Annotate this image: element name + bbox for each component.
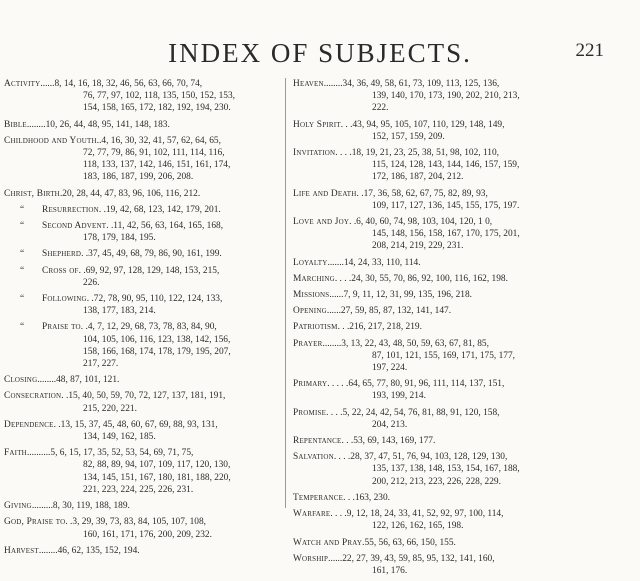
- entry-page-numbers: 18, 19, 21, 23, 25, 38, 51, 98, 102, 110,: [351, 148, 499, 159]
- index-entry: [293, 273, 633, 285]
- entry-page-numbers: 193, 199, 214.: [372, 391, 426, 402]
- entry-heading: Primary: [293, 379, 328, 390]
- entry-page-numbers: 135, 137, 138, 148, 153, 154, 167, 188,: [372, 464, 520, 475]
- entry-page-numbers: 178, 179, 184, 195.: [83, 233, 156, 244]
- entry-heading: Consecration: [4, 391, 62, 402]
- entry-page-numbers: 87, 101, 121, 155, 169, 171, 175, 177,: [372, 350, 515, 361]
- column-divider: [285, 78, 286, 508]
- right-column: [293, 78, 633, 581]
- entry-leader: . .: [78, 265, 86, 276]
- entry-page-numbers: 72, 78, 90, 95, 110, 122, 124, 133,: [93, 294, 223, 305]
- index-entry: [293, 338, 633, 375]
- entry-page-numbers: 109, 117, 127, 136, 145, 155, 175, 197.: [372, 200, 520, 211]
- entry-heading: Watch and Pray: [293, 537, 363, 548]
- entry-page-numbers: 8, 14, 16, 18, 32, 46, 56, 63, 66, 70, 74,: [54, 79, 203, 89]
- entry-page-numbers: 134, 145, 151, 167, 180, 181, 188, 220,: [83, 472, 231, 483]
- page-title: INDEX OF SUBJECTS.: [168, 38, 472, 68]
- entry-page-numbers: 53, 69, 143, 169, 177.: [353, 436, 436, 447]
- entry-heading: Invitation: [293, 148, 336, 159]
- ditto-mark: “: [20, 265, 25, 276]
- entry-page-numbers: 76, 77, 97, 102, 118, 135, 150, 152, 153,: [83, 91, 235, 102]
- entry-leader: ........: [323, 79, 343, 89]
- entry-page-numbers: 22, 27, 39, 43, 59, 85, 95, 132, 141, 160,: [342, 553, 495, 564]
- entry-leader: ..: [96, 135, 102, 146]
- index-entry: [293, 216, 633, 253]
- index-entry: [4, 447, 279, 496]
- index-entry: [293, 407, 633, 431]
- entry-page-numbers: 4, 7, 12, 29, 68, 73, 78, 83, 84, 90,: [87, 322, 217, 333]
- ditto-mark: “: [20, 221, 25, 232]
- entry-page-numbers: 221, 223, 224, 225, 226, 231.: [83, 484, 194, 495]
- entry-leader: . .: [106, 221, 114, 232]
- index-entry: [4, 265, 279, 289]
- entry-heading: Giving: [4, 501, 32, 512]
- entry-heading: Warfare: [293, 509, 331, 520]
- index-entry: [4, 390, 279, 414]
- entry-leader: . . . .: [330, 509, 347, 520]
- entry-page-numbers: 183, 186, 187, 199, 206, 208.: [83, 172, 194, 183]
- entry-heading: Loyalty: [293, 257, 328, 268]
- index-entry: [293, 257, 633, 269]
- entry-heading: Holy Spirit: [293, 119, 341, 130]
- index-entry: [4, 516, 279, 540]
- index-entry: [293, 378, 633, 402]
- entry-heading: Cross of: [42, 265, 79, 276]
- ditto-mark: “: [20, 322, 25, 333]
- entry-heading: Repentance: [293, 436, 342, 447]
- entry-heading: Promise: [293, 407, 327, 418]
- entry-leader: . . . . .: [327, 379, 349, 390]
- entry-heading: Following: [42, 294, 87, 305]
- entry-leader: . .: [349, 217, 357, 228]
- index-entry: [4, 500, 279, 512]
- entry-page-numbers: 222.: [372, 103, 389, 114]
- left-column: [4, 78, 279, 561]
- entry-leader: . . .: [340, 119, 353, 130]
- entry-leader: .: [59, 188, 63, 199]
- index-entry: [293, 147, 633, 184]
- entry-page-numbers: 161, 176.: [372, 565, 408, 576]
- entry-heading: Opening: [293, 306, 327, 317]
- entry-page-numbers: 46, 62, 135, 152, 194.: [57, 545, 140, 556]
- index-entry: [293, 305, 633, 317]
- entry-heading: God, Praise to: [4, 517, 66, 528]
- entry-heading: Salvation: [293, 452, 334, 463]
- entry-page-numbers: 115, 124, 128, 143, 144, 146, 157, 159,: [372, 160, 520, 171]
- entry-leader: . . . .: [326, 407, 343, 418]
- entry-leader: .........: [31, 501, 53, 512]
- entry-page-numbers: 6, 40, 60, 74, 98, 103, 104, 120, 1 0,: [356, 217, 493, 228]
- entry-page-numbers: 10, 26, 44, 48, 95, 141, 148, 183.: [45, 119, 170, 130]
- entry-heading: Bible: [4, 119, 27, 130]
- entry-page-numbers: 160, 161, 171, 176, 200, 209, 232.: [83, 529, 212, 540]
- index-entry: [4, 78, 279, 115]
- entry-heading: Heaven: [293, 79, 324, 89]
- entry-leader: ......: [40, 79, 55, 89]
- entry-page-numbers: 3, 13, 22, 43, 48, 50, 59, 63, 67, 81, 85,: [341, 338, 489, 349]
- entry-heading: Love and Joy: [293, 217, 350, 228]
- entry-leader: . . .: [337, 322, 350, 333]
- entry-page-numbers: 217, 227.: [83, 359, 119, 370]
- entry-page-numbers: 154, 158, 165, 172, 182, 192, 194, 230.: [83, 103, 231, 114]
- entry-leader: .: [362, 537, 365, 548]
- entry-page-numbers: 3, 29, 39, 73, 83, 84, 105, 107, 108,: [72, 517, 206, 528]
- entry-leader: . .: [53, 419, 61, 430]
- entry-page-numbers: 64, 65, 77, 80, 91, 96, 111, 114, 137, 151,: [348, 379, 505, 390]
- entry-leader: . . .: [343, 492, 355, 503]
- entry-page-numbers: 138, 177, 183, 214.: [83, 306, 156, 317]
- entry-page-numbers: 55, 56, 63, 66, 150, 155.: [364, 537, 456, 548]
- entry-heading: Second Advent: [42, 221, 107, 232]
- entry-heading: Activity: [4, 79, 41, 89]
- index-entry: [293, 537, 633, 549]
- entry-heading: Faith: [4, 448, 27, 459]
- entry-page-numbers: 37, 45, 49, 68, 79, 86, 90, 161, 199.: [88, 249, 222, 260]
- entry-leader: ........: [322, 338, 342, 349]
- entry-page-numbers: 34, 36, 49, 58, 61, 73, 109, 113, 125, 136,: [342, 79, 500, 89]
- index-entry: [4, 135, 279, 184]
- entry-page-numbers: 14, 24, 33, 110, 114.: [343, 257, 421, 268]
- index-entry: [4, 419, 279, 443]
- ditto-mark: “: [20, 294, 25, 305]
- entry-leader: . . . .: [335, 148, 352, 159]
- entry-page-numbers: 5, 22, 24, 42, 54, 76, 81, 88, 91, 120, 158,: [342, 407, 500, 418]
- entry-page-numbers: 134, 149, 162, 185.: [83, 432, 156, 443]
- index-entry: [293, 78, 633, 115]
- entry-page-numbers: 4, 16, 30, 32, 41, 57, 62, 64, 65,: [101, 135, 221, 146]
- entry-leader: ..........: [26, 448, 51, 459]
- page-number: 221: [575, 40, 604, 61]
- entry-leader: . . . .: [334, 273, 352, 284]
- entry-page-numbers: 122, 126, 162, 165, 198.: [372, 521, 464, 532]
- entry-leader: ........: [37, 375, 57, 386]
- entry-heading: Temperance: [293, 492, 344, 503]
- entry-leader: . .: [80, 322, 88, 333]
- entry-page-numbers: 48, 87, 101, 121.: [56, 375, 120, 386]
- entry-page-numbers: 204, 213.: [372, 419, 408, 430]
- entry-heading: Life and Death: [293, 188, 357, 199]
- entry-page-numbers: 82, 88, 89, 94, 107, 109, 117, 120, 130,: [83, 460, 231, 471]
- entry-page-numbers: 172, 186, 187, 204, 212.: [372, 172, 464, 183]
- entry-leader: ........: [38, 545, 58, 556]
- entry-page-numbers: 216, 217, 218, 219.: [349, 322, 422, 333]
- entry-leader: . .: [356, 188, 364, 199]
- entry-heading: Harvest: [4, 545, 39, 556]
- entry-page-numbers: 7, 9, 11, 12, 31, 99, 135, 196, 218.: [343, 290, 473, 301]
- entry-heading: Praise to: [42, 322, 81, 333]
- index-entry: [293, 435, 633, 447]
- ditto-mark: “: [20, 249, 25, 260]
- entry-page-numbers: 17, 36, 58, 62, 67, 75, 82, 89, 93,: [363, 188, 488, 199]
- entry-leader: . .: [65, 517, 73, 528]
- entry-page-numbers: 43, 94, 95, 105, 107, 110, 129, 148, 149,: [352, 119, 505, 130]
- entry-page-numbers: 24, 30, 55, 70, 86, 92, 100, 116, 162, 198.: [351, 273, 508, 284]
- entry-heading: Prayer: [293, 338, 323, 349]
- index-entry: [4, 248, 279, 260]
- entry-page-numbers: 226.: [83, 277, 100, 288]
- entry-heading: Resurrection: [42, 204, 99, 215]
- index-entry: [293, 492, 633, 504]
- entry-page-numbers: 104, 105, 106, 116, 123, 138, 142, 156,: [83, 334, 231, 345]
- entry-leader: . . . .: [333, 452, 351, 463]
- index-entry: [4, 321, 279, 370]
- entry-leader: . .: [81, 249, 89, 260]
- entry-page-numbers: 118, 133, 137, 142, 146, 151, 161, 174,: [83, 160, 231, 171]
- index-entry: [4, 293, 279, 317]
- entry-heading: Missions: [293, 290, 330, 301]
- entry-heading: Patriotism: [293, 322, 338, 333]
- entry-page-numbers: 163, 230.: [354, 492, 390, 503]
- index-entry: [4, 545, 279, 557]
- entry-page-numbers: 200, 212, 213, 223, 226, 228, 229.: [372, 476, 501, 487]
- entry-page-numbers: 15, 40, 50, 59, 70, 72, 127, 137, 181, 191,: [68, 391, 226, 402]
- entry-heading: Worship: [293, 553, 329, 564]
- entry-page-numbers: 11, 42, 56, 63, 164, 165, 168,: [113, 221, 224, 232]
- index-entry: [4, 374, 279, 386]
- entry-leader: . .: [86, 294, 94, 305]
- entry-page-numbers: 69, 92, 97, 128, 129, 148, 153, 215,: [85, 265, 220, 276]
- index-entry: [4, 119, 279, 131]
- entry-leader: .......: [327, 257, 344, 268]
- entry-page-numbers: 9, 12, 18, 24, 33, 41, 52, 92, 97, 100, 114,: [346, 509, 504, 520]
- entry-heading: Childhood and Youth: [4, 135, 97, 146]
- index-entry: [293, 451, 633, 488]
- entry-page-numbers: 72, 77, 79, 86, 91, 102, 111, 114, 116,: [83, 148, 225, 159]
- entry-page-numbers: 158, 166, 168, 174, 178, 179, 195, 207,: [83, 346, 231, 357]
- index-entry: [293, 321, 633, 333]
- entry-leader: ......: [328, 553, 343, 564]
- entry-leader: . .: [98, 204, 106, 215]
- entry-page-numbers: 20, 28, 44, 47, 83, 96, 106, 116, 212.: [62, 188, 201, 199]
- ditto-mark: “: [20, 204, 25, 215]
- index-entry: [4, 220, 279, 244]
- index-entry: [293, 289, 633, 301]
- entry-heading: Closing: [4, 375, 38, 386]
- entry-heading: Marching: [293, 273, 335, 284]
- entry-page-numbers: 197, 224.: [372, 363, 408, 374]
- entry-page-numbers: 19, 42, 68, 123, 142, 179, 201.: [105, 204, 221, 215]
- entry-page-numbers: 152, 157, 159, 209.: [372, 131, 445, 142]
- entry-leader: ......: [326, 306, 341, 317]
- index-entry: [293, 508, 633, 532]
- index-entry: [4, 204, 279, 216]
- entry-leader: . . .: [341, 436, 354, 447]
- entry-page-numbers: 139, 140, 170, 173, 190, 202, 210, 213,: [372, 91, 520, 102]
- entry-page-numbers: 28, 37, 47, 51, 76, 94, 103, 128, 129, 130,: [350, 452, 508, 463]
- entry-page-numbers: 8, 30, 119, 188, 189.: [52, 501, 130, 512]
- entry-page-numbers: 145, 148, 156, 158, 167, 170, 175, 201,: [372, 229, 520, 240]
- index-entry: [293, 553, 633, 577]
- entry-page-numbers: 27, 59, 85, 87, 132, 141, 147.: [340, 306, 452, 317]
- entry-page-numbers: 215, 220, 221.: [83, 403, 137, 414]
- index-entry: [293, 119, 633, 143]
- entry-heading: Shepherd: [42, 249, 82, 260]
- entry-page-numbers: 208, 214, 219, 229, 231.: [372, 241, 464, 252]
- entry-leader: . .: [61, 391, 69, 402]
- entry-heading: Christ, Birth: [4, 188, 60, 199]
- entry-page-numbers: 5, 6, 15, 17, 35, 52, 53, 54, 69, 71, 75,: [50, 448, 194, 459]
- entry-page-numbers: 13, 15, 37, 45, 48, 60, 67, 69, 88, 93, 131,: [60, 419, 218, 430]
- index-entry: [293, 188, 633, 212]
- entry-heading: Dependence: [4, 419, 54, 430]
- index-entry: [4, 188, 279, 200]
- entry-leader: ........: [26, 119, 46, 130]
- entry-leader: ......: [329, 290, 344, 301]
